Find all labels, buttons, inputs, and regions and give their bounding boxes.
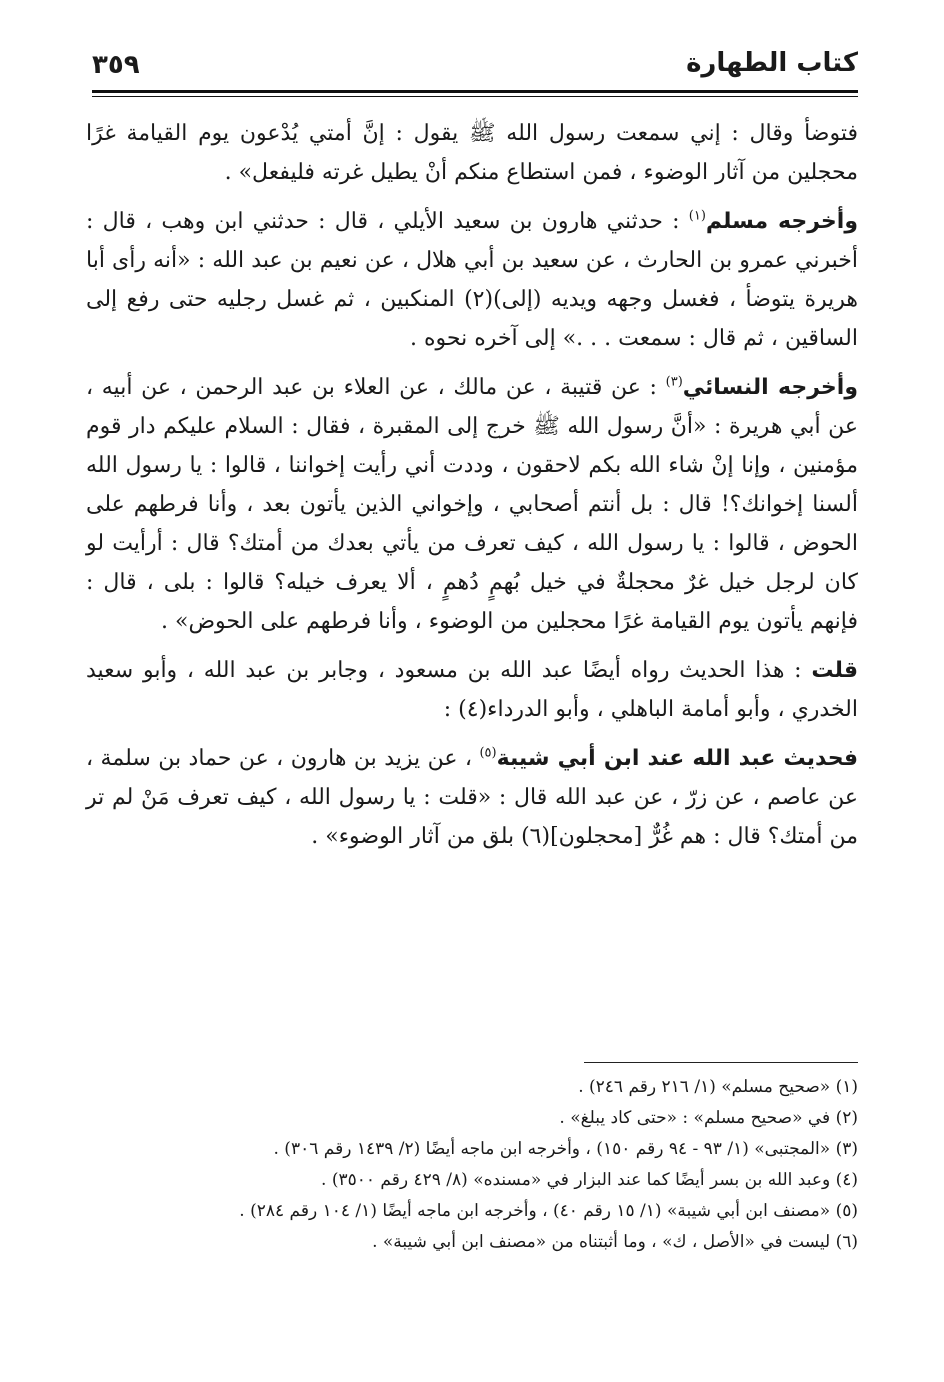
footnote-separator <box>584 1062 858 1063</box>
chapter-title: كتاب الطهارة <box>686 48 858 78</box>
paragraph-1 <box>86 114 858 192</box>
paragraph-lead: وأخرجه مسلم <box>705 209 858 234</box>
footnotes <box>86 1072 858 1258</box>
footnote-ref: (٥) <box>479 745 497 761</box>
footnote-6: (٦) ليست في «الأصل ، ك» ، وما أثبتناه من «مصنف ابن أبي شيبة» . <box>372 1232 858 1252</box>
footnote-5: (٥) «مصنف ابن أبي شيبة» (١/ ١٥ رقم ٤٠) ، وأخرجه ابن ماجه أيضًا (١/ ١٠٤ رقم ٢٨٤) . <box>239 1201 858 1221</box>
header-rule-thin <box>92 96 858 97</box>
footnote-3: (٣) «المجتبى» (١/ ٩٣ - ٩٤ رقم ١٥٠) ، وأخرجه ابن ماجه أيضًا (٢/ ١٤٣٩ رقم ٣٠٦) . <box>273 1139 858 1159</box>
paragraph-3 <box>86 368 858 641</box>
paragraph-lead: قلت <box>811 658 858 683</box>
paragraph-lead: وأخرجه النسائي <box>682 375 858 400</box>
running-header <box>92 48 858 88</box>
footnote-ref: (٣) <box>665 374 683 390</box>
header-rule-thick <box>92 90 858 93</box>
footnote-4: (٤) وعبد الله بن بسر أيضًا كما عند البزار في «مسنده» (٨/ ٤٢٩ رقم ٣٥٠٠) . <box>321 1170 858 1190</box>
paragraph-text: : عن قتيبة ، عن مالك ، عن العلاء بن عبد الرحمن ، عن أبيه ، عن أبي هريرة : «أنَّ رسول الله ﷺ خرج إلى المقبرة ، فقال : السلام عليكم دار قوم مؤمنين ، وإنا إنْ شاء الله بكم لاحقون ، وددت أني رأيت إخواننا ، قالوا : يا رسول الله ألسنا إخوانك؟! قال : بل أنتم أصحابي ، وإخواني الذين يأتون بعد ، وأنا فرطهم على الحوض ، قالوا : يا رسول الله ، كيف تعرف من يأتي بعدك من أمتك؟ قال : أرأيت لو كان لرجل خيل غرٌ محجلةٌ في خيل بُهمٍ دُهمٍ ، ألا يعرف خيله؟ قالوا : بلى ، قال : فإنهم يأتون يوم القيامة غرًا محجلين من الوضوء ، وأنا فرطهم على الحوض» . <box>86 375 858 634</box>
footnote-ref: (١) <box>688 208 706 224</box>
paragraph-text: : هذا الحديث رواه أيضًا عبد الله بن مسعود ، وجابر بن عبد الله ، وأبو سعيد الخدري ، وأبو أمامة الباهلي ، وأبو الدرداء(٤) : <box>86 658 858 722</box>
paragraph-5 <box>86 739 858 856</box>
paragraph-4 <box>86 651 858 729</box>
paragraph-2 <box>86 202 858 358</box>
main-text <box>86 114 858 866</box>
paragraph-text: ، عن يزيد بن هارون ، عن حماد بن سلمة ، عن عاصم ، عن زرّ ، عن عبد الله قال : «قلت : يا رسول الله ، كيف تعرف مَنْ لم تر من أمتك؟ قال : هم غُرٌّ [محجلون](٦) بلق من آثار الوضوء» . <box>86 746 859 849</box>
page-number: ٣٥٩ <box>92 50 140 80</box>
paragraph-text: فتوضأ وقال : إني سمعت رسول الله ﷺ يقول : إنَّ أمتي يُدْعون يوم القيامة غرًا محجلين من آثار الوضوء ، فمن استطاع منكم أنْ يطيل غرته فليفعل» . <box>86 121 858 185</box>
paragraph-lead: فحديث عبد الله عند ابن أبي شيبة <box>496 746 858 771</box>
footnote-2: (٢) في «صحيح مسلم» : «حتى كاد يبلغ» . <box>559 1108 858 1128</box>
paragraph-text: : حدثني هارون بن سعيد الأيلي ، قال : حدثني ابن وهب ، قال : أخبرني عمرو بن الحارث ، عن سعيد بن أبي هلال ، عن نعيم بن عبد الله : «أنه رأى أبا هريرة يتوضأ ، فغسل وجهه ويديه (إلى)(٢) المنكبين ، ثم غسل رجليه حتى رفع إلى الساقين ، ثم قال : سمعت . . .» إلى آخره نحوه . <box>86 209 858 351</box>
footnote-1: (١) «صحيح مسلم» (١/ ٢١٦ رقم ٢٤٦) . <box>578 1077 858 1097</box>
